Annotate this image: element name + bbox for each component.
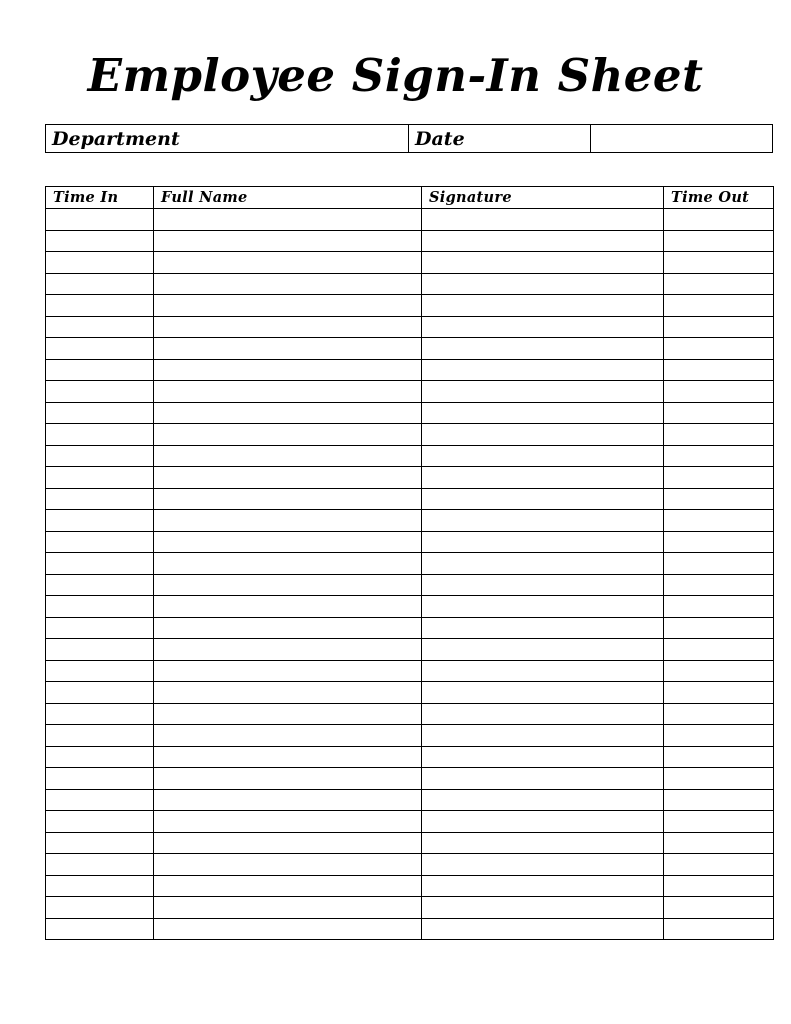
signature-cell[interactable] <box>422 402 664 424</box>
signature-cell[interactable] <box>422 553 664 575</box>
full-name-cell[interactable] <box>154 768 422 790</box>
full-name-cell[interactable] <box>154 230 422 252</box>
table-row <box>46 488 774 510</box>
time-out-cell[interactable] <box>664 682 774 704</box>
time-out-cell[interactable] <box>664 381 774 403</box>
signature-cell[interactable] <box>422 338 664 360</box>
full-name-cell[interactable] <box>154 402 422 424</box>
time-in-cell[interactable] <box>46 359 154 381</box>
full-name-cell[interactable] <box>154 639 422 661</box>
table-row <box>46 424 774 446</box>
time-in-cell[interactable] <box>46 316 154 338</box>
time-in-cell[interactable] <box>46 617 154 639</box>
time-in-cell[interactable] <box>46 531 154 553</box>
signature-cell[interactable] <box>422 488 664 510</box>
time-in-cell[interactable] <box>46 746 154 768</box>
table-row <box>46 510 774 532</box>
signature-cell[interactable] <box>422 316 664 338</box>
table-row <box>46 209 774 231</box>
full-name-cell[interactable] <box>154 445 422 467</box>
time-out-cell[interactable] <box>664 725 774 747</box>
signature-cell[interactable] <box>422 596 664 618</box>
date-label: Date <box>409 125 591 153</box>
signature-cell[interactable] <box>422 703 664 725</box>
table-row <box>46 338 774 360</box>
time-out-cell[interactable] <box>664 832 774 854</box>
full-name-cell[interactable] <box>154 295 422 317</box>
table-row <box>46 467 774 489</box>
table-row <box>46 617 774 639</box>
signature-cell[interactable] <box>422 660 664 682</box>
time-out-cell[interactable] <box>664 295 774 317</box>
table-row <box>46 596 774 618</box>
time-out-cell[interactable] <box>664 467 774 489</box>
time-out-cell[interactable] <box>664 338 774 360</box>
signature-cell[interactable] <box>422 682 664 704</box>
time-in-cell[interactable] <box>46 338 154 360</box>
table-row <box>46 381 774 403</box>
time-out-cell[interactable] <box>664 596 774 618</box>
time-in-cell[interactable] <box>46 703 154 725</box>
full-name-cell[interactable] <box>154 359 422 381</box>
time-out-cell[interactable] <box>664 574 774 596</box>
full-name-cell[interactable] <box>154 553 422 575</box>
table-row <box>46 725 774 747</box>
signature-cell[interactable] <box>422 789 664 811</box>
table-row <box>46 703 774 725</box>
table-row <box>46 402 774 424</box>
table-row <box>46 811 774 833</box>
signature-cell[interactable] <box>422 445 664 467</box>
signature-cell[interactable] <box>422 252 664 274</box>
time-in-cell[interactable] <box>46 252 154 274</box>
table-row <box>46 854 774 876</box>
table-row <box>46 746 774 768</box>
time-in-cell[interactable] <box>46 639 154 661</box>
time-out-cell[interactable] <box>664 854 774 876</box>
time-in-cell[interactable] <box>46 424 154 446</box>
time-out-cell[interactable] <box>664 531 774 553</box>
table-row <box>46 682 774 704</box>
signature-cell[interactable] <box>422 746 664 768</box>
time-in-cell[interactable] <box>46 875 154 897</box>
time-out-cell[interactable] <box>664 445 774 467</box>
signature-cell[interactable] <box>422 768 664 790</box>
time-in-cell[interactable] <box>46 553 154 575</box>
time-out-cell[interactable] <box>664 209 774 231</box>
signature-cell[interactable] <box>422 381 664 403</box>
table-row <box>46 574 774 596</box>
full-name-cell[interactable] <box>154 381 422 403</box>
time-in-cell[interactable] <box>46 445 154 467</box>
time-in-cell[interactable] <box>46 209 154 231</box>
time-in-cell[interactable] <box>46 768 154 790</box>
time-out-cell[interactable] <box>664 359 774 381</box>
time-in-cell[interactable] <box>46 402 154 424</box>
full-name-cell[interactable] <box>154 574 422 596</box>
full-name-cell[interactable] <box>154 252 422 274</box>
time-in-cell[interactable] <box>46 725 154 747</box>
time-in-cell[interactable] <box>46 789 154 811</box>
signature-cell[interactable] <box>422 897 664 919</box>
signature-cell[interactable] <box>422 832 664 854</box>
signature-cell[interactable] <box>422 574 664 596</box>
full-name-cell[interactable] <box>154 789 422 811</box>
full-name-cell[interactable] <box>154 338 422 360</box>
department-label: Department <box>46 125 409 153</box>
time-out-cell[interactable] <box>664 639 774 661</box>
column-header-time-in: Time In <box>46 187 154 209</box>
table-row <box>46 832 774 854</box>
time-in-cell[interactable] <box>46 897 154 919</box>
department-date-table <box>45 124 773 153</box>
signature-cell[interactable] <box>422 617 664 639</box>
signature-cell[interactable] <box>422 875 664 897</box>
table-row <box>46 553 774 575</box>
table-row <box>46 316 774 338</box>
time-out-cell[interactable] <box>664 875 774 897</box>
time-in-cell[interactable] <box>46 854 154 876</box>
time-out-cell[interactable] <box>664 230 774 252</box>
table-row <box>46 230 774 252</box>
full-name-cell[interactable] <box>154 209 422 231</box>
full-name-cell[interactable] <box>154 531 422 553</box>
full-name-cell[interactable] <box>154 424 422 446</box>
table-row <box>46 789 774 811</box>
time-in-cell[interactable] <box>46 660 154 682</box>
full-name-cell[interactable] <box>154 918 422 940</box>
time-in-cell[interactable] <box>46 596 154 618</box>
signature-cell[interactable] <box>422 424 664 446</box>
date-field[interactable] <box>591 125 773 153</box>
table-row <box>46 445 774 467</box>
signature-cell[interactable] <box>422 854 664 876</box>
time-in-cell[interactable] <box>46 230 154 252</box>
signature-cell[interactable] <box>422 467 664 489</box>
full-name-cell[interactable] <box>154 316 422 338</box>
time-in-cell[interactable] <box>46 467 154 489</box>
signature-cell[interactable] <box>422 510 664 532</box>
table-row <box>46 875 774 897</box>
time-out-cell[interactable] <box>664 488 774 510</box>
table-row <box>46 768 774 790</box>
time-out-cell[interactable] <box>664 273 774 295</box>
full-name-cell[interactable] <box>154 467 422 489</box>
time-out-cell[interactable] <box>664 918 774 940</box>
time-out-cell[interactable] <box>664 510 774 532</box>
sign-in-rows <box>46 209 774 940</box>
full-name-cell[interactable] <box>154 875 422 897</box>
full-name-cell[interactable] <box>154 725 422 747</box>
table-row <box>46 897 774 919</box>
time-in-cell[interactable] <box>46 918 154 940</box>
full-name-cell[interactable] <box>154 660 422 682</box>
time-out-cell[interactable] <box>664 553 774 575</box>
signature-cell[interactable] <box>422 359 664 381</box>
full-name-cell[interactable] <box>154 854 422 876</box>
table-row <box>46 252 774 274</box>
time-in-cell[interactable] <box>46 488 154 510</box>
table-row <box>46 295 774 317</box>
signature-cell[interactable] <box>422 295 664 317</box>
table-row <box>46 918 774 940</box>
signature-cell[interactable] <box>422 639 664 661</box>
time-out-cell[interactable] <box>664 316 774 338</box>
sign-in-table <box>45 186 774 940</box>
signature-cell[interactable] <box>422 531 664 553</box>
full-name-cell[interactable] <box>154 510 422 532</box>
full-name-cell[interactable] <box>154 746 422 768</box>
time-out-cell[interactable] <box>664 703 774 725</box>
full-name-cell[interactable] <box>154 832 422 854</box>
time-in-cell[interactable] <box>46 832 154 854</box>
time-in-cell[interactable] <box>46 510 154 532</box>
full-name-cell[interactable] <box>154 273 422 295</box>
time-out-cell[interactable] <box>664 252 774 274</box>
full-name-cell[interactable] <box>154 811 422 833</box>
full-name-cell[interactable] <box>154 596 422 618</box>
signature-cell[interactable] <box>422 230 664 252</box>
signature-cell[interactable] <box>422 273 664 295</box>
signature-cell[interactable] <box>422 811 664 833</box>
column-header-full-name: Full Name <box>154 187 422 209</box>
table-row <box>46 273 774 295</box>
table-row <box>46 660 774 682</box>
time-out-cell[interactable] <box>664 660 774 682</box>
time-out-cell[interactable] <box>664 789 774 811</box>
time-out-cell[interactable] <box>664 811 774 833</box>
full-name-cell[interactable] <box>154 617 422 639</box>
full-name-cell[interactable] <box>154 703 422 725</box>
time-out-cell[interactable] <box>664 897 774 919</box>
signature-cell[interactable] <box>422 209 664 231</box>
time-in-cell[interactable] <box>46 811 154 833</box>
time-out-cell[interactable] <box>664 402 774 424</box>
time-in-cell[interactable] <box>46 273 154 295</box>
sheet-title: Employee Sign-In Sheet <box>87 49 704 102</box>
time-in-cell[interactable] <box>46 295 154 317</box>
time-out-cell[interactable] <box>664 617 774 639</box>
full-name-cell[interactable] <box>154 897 422 919</box>
table-row <box>46 531 774 553</box>
column-header-time-out: Time Out <box>664 187 774 209</box>
signature-cell[interactable] <box>422 725 664 747</box>
full-name-cell[interactable] <box>154 682 422 704</box>
time-out-cell[interactable] <box>664 746 774 768</box>
column-header-signature: Signature <box>422 187 664 209</box>
time-in-cell[interactable] <box>46 381 154 403</box>
time-in-cell[interactable] <box>46 682 154 704</box>
time-out-cell[interactable] <box>664 768 774 790</box>
time-out-cell[interactable] <box>664 424 774 446</box>
signature-cell[interactable] <box>422 918 664 940</box>
table-row <box>46 359 774 381</box>
table-header-row <box>46 187 774 209</box>
time-in-cell[interactable] <box>46 574 154 596</box>
full-name-cell[interactable] <box>154 488 422 510</box>
table-row <box>46 639 774 661</box>
